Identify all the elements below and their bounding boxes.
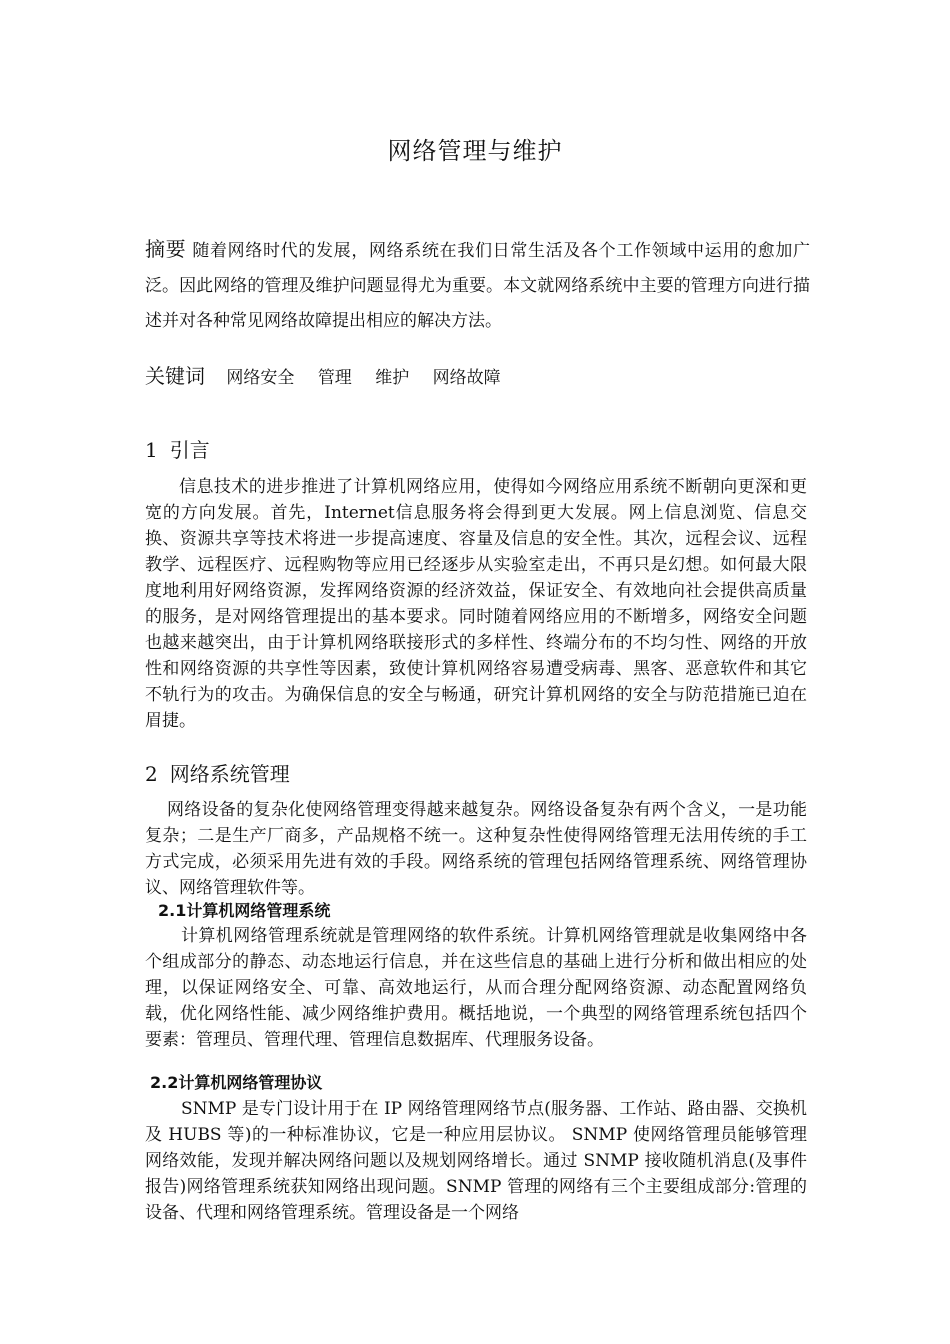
section-title: 网络系统管理 bbox=[169, 762, 290, 786]
keyword-item: 维护 bbox=[375, 368, 410, 388]
keyword-item: 网络安全 bbox=[226, 368, 295, 388]
section-heading-1 bbox=[145, 435, 210, 465]
keyword-item: 网络故障 bbox=[432, 368, 501, 388]
keywords bbox=[145, 360, 810, 394]
document-title: 网络管理与维护 bbox=[387, 137, 563, 165]
subsection-heading-2-1: 2.1计算机网络管理系统 bbox=[158, 901, 331, 920]
keyword-item: 管理 bbox=[317, 368, 352, 388]
section-title: 引言 bbox=[169, 438, 210, 462]
subsection-2-2-paragraph: SNMP 是专门设计用于在 IP 网络管理网络节点(服务器、工作站、路由器、交换机及 HUBS 等)的一种标准协议，它是一种应用层协议。 SNMP 使网络管理员能够管理网络效能，发现并解决网络问题以及规划网络增长。通过 SNMP 接收随机消息(及事件报告)网络管理系统获知网络出现问题。SNMP 管理的网络有三个主要组成部分:管理的设备、代理和网络管理系统。管理设备是一个网络 bbox=[145, 1099, 807, 1223]
subsection-2-1-paragraph: 计算机网络管理系统就是管理网络的软件系统。计算机网络管理就是收集网络中各个组成部分的静态、动态地运行信息，并在这些信息的基础上进行分析和做出相应的处理，以保证网络安全、可靠、高效地运行，从而合理分配网络资源、动态配置网络负载，优化网络性能、减少网络维护费用。概括地说，一个典型的网络管理系统包括四个要素：管理员、管理代理、管理信息数据库、代理服务设备。 bbox=[145, 926, 807, 1050]
section-heading-2 bbox=[145, 759, 290, 789]
keywords-label: 关键词 bbox=[145, 364, 205, 388]
subsection-heading-2-2: 2.2计算机网络管理协议 bbox=[150, 1073, 323, 1092]
section-1-paragraph: 信息技术的进步推进了计算机网络应用，使得如今网络应用系统不断朝向更深和更宽的方向发展。首先，Internet信息服务将会得到更大发展。网上信息浏览、信息交换、资源共享等技术将进一步提高速度、容量及信息的安全性。其次，远程会议、远程教学、远程医疗、远程购物等应用已经逐步从实验室走出，不再只是幻想。如何最大限度地利用好网络资源，发挥网络资源的经济效益，保证安全、有效地向社会提供高质量的服务，是对网络管理提出的基本要求。同时随着网络应用的不断增多，网络安全问题也越来越突出，由于计算机网络联接形式的多样性、终端分布的不均匀性、网络的开放性和网络资源的共享性等因素，致使计算机网络容易遭受病毒、黑客、恶意软件和其它不轨行为的攻击。为确保信息的安全与畅通，研究计算机网络的安全与防范措施已迫在眉捷。 bbox=[145, 477, 807, 731]
section-number: 2 bbox=[145, 762, 158, 786]
abstract bbox=[145, 232, 810, 339]
section-2-paragraph: 网络设备的复杂化使网络管理变得越来越复杂。网络设备复杂有两个含义，一是功能复杂；二是生产厂商多，产品规格不统一。这种复杂性使得网络管理无法用传统的手工方式完成，必须采用先进有效的手段。网络系统的管理包括网络管理系统、网络管理协议、网络管理软件等。 bbox=[145, 800, 807, 898]
abstract-label: 摘要 bbox=[145, 237, 187, 261]
abstract-text: 随着网络时代的发展，网络系统在我们日常生活及各个工作领域中运用的愈加广泛。因此网络的管理及维护问题显得尤为重要。本文就网络系统中主要的管理方向进行描述并对各种常见网络故障提出相应的解决方法。 bbox=[145, 241, 811, 331]
section-number: 1 bbox=[145, 438, 158, 462]
